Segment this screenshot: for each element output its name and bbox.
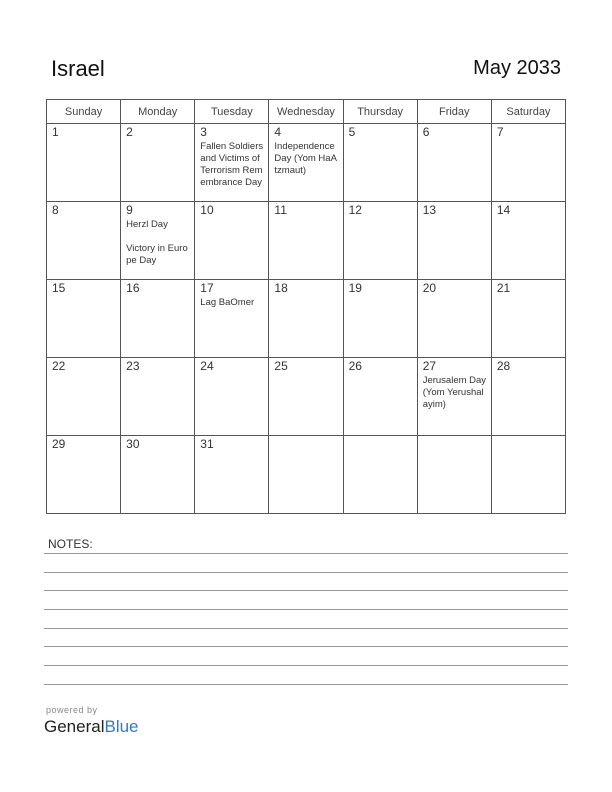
weekday-header: Thursday: [343, 100, 417, 124]
day-cell: [417, 202, 491, 280]
holiday-event: Jerusalem Day (Yom Yerushalayim): [422, 375, 487, 410]
day-cell: [343, 202, 417, 280]
day-cell: [47, 124, 121, 202]
day-number: 28: [496, 359, 511, 373]
day-cell: [343, 124, 417, 202]
day-number: 24: [200, 359, 214, 373]
day-cell: [121, 124, 195, 202]
weekday-header: Wednesday: [269, 100, 343, 124]
day-cell: [195, 280, 269, 358]
weekday-header: Monday: [121, 100, 195, 124]
day-cell: [269, 358, 343, 436]
day-number: 17: [200, 281, 214, 295]
day-cell: [491, 124, 565, 202]
weekday-header: Friday: [417, 100, 491, 124]
day-cell: [47, 436, 121, 514]
day-cell: [417, 436, 491, 514]
day-cell: [491, 358, 565, 436]
day-number: 18: [274, 281, 288, 295]
day-number: 16: [126, 281, 140, 295]
country-title: Israel: [51, 56, 105, 81]
day-cell: [121, 436, 195, 514]
calendar-grid: [46, 99, 566, 514]
day-cell: [343, 436, 417, 514]
day-number: 6: [422, 125, 430, 139]
day-cell: [491, 280, 565, 358]
notes-label: NOTES:: [48, 537, 93, 551]
day-number: 13: [422, 203, 437, 217]
day-cell: [269, 202, 343, 280]
day-cell: [269, 280, 343, 358]
day-cell: [121, 358, 195, 436]
day-number: 9: [126, 203, 133, 217]
brand-logo: [44, 717, 139, 737]
day-number: 5: [348, 125, 356, 139]
week-row: [47, 124, 566, 202]
day-number: 20: [422, 281, 437, 295]
note-line: [44, 609, 568, 610]
note-line: [44, 628, 568, 629]
note-line: [44, 646, 568, 647]
day-number: 12: [348, 203, 362, 217]
day-number: 11: [274, 203, 287, 217]
day-cell: [491, 436, 565, 514]
day-number: 10: [200, 203, 214, 217]
day-cell: [417, 280, 491, 358]
day-number: 23: [126, 359, 140, 373]
month-year-title: May 2033: [473, 57, 561, 79]
day-cell: [491, 202, 565, 280]
day-cell: [195, 436, 269, 514]
day-number: 30: [126, 437, 140, 451]
note-line: [44, 553, 568, 554]
holiday-event: Lag BaOmer: [200, 297, 255, 308]
day-number: 1: [52, 125, 59, 139]
holiday-event: Herzl Day: [126, 219, 168, 230]
weekday-header: Tuesday: [195, 100, 269, 124]
day-cell: [343, 280, 417, 358]
day-number: 3: [200, 125, 207, 139]
day-cell: [121, 280, 195, 358]
week-row: [47, 280, 566, 358]
day-number: 25: [274, 359, 288, 373]
note-line: [44, 590, 568, 591]
day-cell: [343, 358, 417, 436]
day-number: 15: [52, 281, 66, 295]
day-number: 4: [274, 125, 282, 139]
day-cell: [47, 358, 121, 436]
note-line: [44, 684, 568, 685]
day-cell: [269, 436, 343, 514]
weekday-header: Saturday: [491, 100, 565, 124]
week-row: [47, 202, 566, 280]
brand-general: General: [44, 717, 105, 736]
note-line: [44, 572, 568, 573]
day-cell: [269, 124, 343, 202]
day-number: 2: [126, 125, 133, 139]
day-number: 14: [496, 203, 511, 217]
day-cell: [195, 358, 269, 436]
holiday-event: Fallen Soldiers and Victims of Terrorism Remembrance Day: [200, 141, 264, 188]
week-row: [47, 436, 566, 514]
holiday-event: Victory in Europe Day: [126, 243, 188, 266]
day-number: 31: [200, 437, 214, 451]
day-cell: [195, 124, 269, 202]
day-number: 7: [496, 125, 504, 139]
day-cell: [47, 280, 121, 358]
day-number: 19: [348, 281, 362, 295]
day-cell: [195, 202, 269, 280]
day-number: 8: [52, 203, 59, 217]
day-cell: [417, 358, 491, 436]
day-number: 27: [422, 359, 437, 373]
day-cell: [47, 202, 121, 280]
weekday-header: Sunday: [47, 100, 121, 124]
day-number: 26: [348, 359, 362, 373]
day-number: 21: [496, 281, 511, 295]
brand-blue: Blue: [104, 717, 139, 736]
weekday-header-row: [47, 100, 566, 124]
week-row: [47, 358, 566, 436]
day-cell: [121, 202, 195, 280]
powered-by-text: powered by: [46, 705, 98, 715]
day-cell: [417, 124, 491, 202]
holiday-event: Independence Day (Yom HaAtzmaut): [274, 141, 337, 176]
day-number: 29: [52, 437, 66, 451]
day-number: 22: [52, 359, 66, 373]
note-line: [44, 665, 568, 666]
